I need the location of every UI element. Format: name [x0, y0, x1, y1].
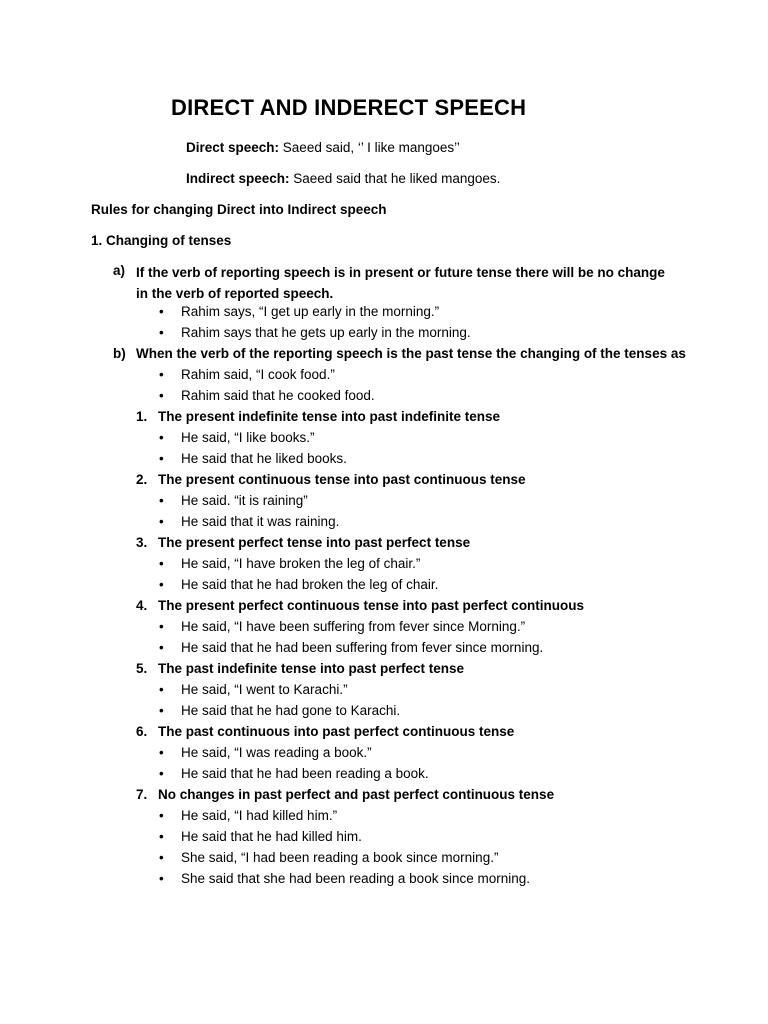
bullet-icon: • [159, 766, 164, 781]
bullet-icon: • [159, 325, 164, 340]
rule-heading: No changes in past perfect and past perfect continuous tense [158, 787, 555, 802]
rule-heading: The present perfect tense into past perfect tense [158, 535, 471, 550]
bullet-item: He said, “I like books.” [181, 430, 315, 445]
bullet-icon: • [159, 745, 164, 760]
bullet-item: Rahim says, “I get up early in the morning.” [181, 304, 440, 319]
bullet-icon: • [159, 577, 164, 592]
bullet-icon: • [159, 829, 164, 844]
bullet-icon: • [159, 451, 164, 466]
indirect-speech-text: Saeed said that he liked mangoes. [289, 171, 501, 186]
bullet-icon: • [159, 304, 164, 319]
bullet-icon: • [159, 430, 164, 445]
rule-number: 1. [136, 409, 148, 424]
bullet-item: She said, “I had been reading a book since morning.” [181, 850, 499, 865]
direct-speech-example [186, 139, 460, 157]
item-b-text: When the verb of the reporting speech is the past tense the changing of the tenses as [136, 346, 686, 361]
direct-speech-label: Direct speech: [186, 140, 280, 155]
bullet-icon: • [159, 703, 164, 718]
rule-heading: The present continuous tense into past continuous tense [158, 472, 526, 487]
item-a-marker: a) [113, 263, 126, 278]
rule-number: 5. [136, 661, 148, 676]
bullet-item: Rahim said, “I cook food.” [181, 367, 335, 382]
page-title: DIRECT AND INDERECT SPEECH [171, 95, 527, 120]
bullet-item: He said, “I have been suffering from fever since Morning.” [181, 619, 526, 634]
bullet-icon: • [159, 682, 164, 697]
bullet-item: He said that he had been reading a book. [181, 766, 429, 781]
bullet-item: He said, “I was reading a book.” [181, 745, 372, 760]
bullet-icon: • [159, 556, 164, 571]
bullet-item: He said that it was raining. [181, 514, 340, 529]
bullet-item: He said, “I had killed him.” [181, 808, 338, 823]
bullet-item: He said, “I have broken the leg of chair.” [181, 556, 421, 571]
rule-heading: The past continuous into past perfect continuous tense [158, 724, 515, 739]
rule-heading: The present indefinite tense into past indefinite tense [158, 409, 501, 424]
bullet-icon: • [159, 514, 164, 529]
bullet-icon: • [159, 808, 164, 823]
rules-heading: Rules for changing Direct into Indirect speech [91, 202, 387, 217]
item-a-text: If the verb of reporting speech is in present or future tense there will be no change in the verb of reported speech. [136, 265, 665, 301]
bullet-icon: • [159, 640, 164, 655]
bullet-item: She said that she had been reading a book since morning. [181, 871, 530, 886]
rule-number: 3. [136, 535, 148, 550]
bullet-item: He said that he had been suffering from fever since morning. [181, 640, 544, 655]
bullet-item: He said that he liked books. [181, 451, 347, 466]
bullet-item: He said that he had gone to Karachi. [181, 703, 401, 718]
indirect-speech-label: Indirect speech: [186, 171, 290, 186]
bullet-icon: • [159, 493, 164, 508]
bullet-item: Rahim says that he gets up early in the morning. [181, 325, 471, 340]
bullet-icon: • [159, 388, 164, 403]
bullet-item: He said that he had killed him. [181, 829, 362, 844]
indirect-speech-example [186, 170, 500, 188]
rule-heading: The present perfect continuous tense into past perfect continuous [158, 598, 585, 613]
bullet-icon: • [159, 367, 164, 382]
bullet-item: He said, “I went to Karachi.” [181, 682, 348, 697]
item-b-marker: b) [113, 346, 126, 361]
rule-number: 2. [136, 472, 148, 487]
bullet-icon: • [159, 871, 164, 886]
bullet-icon: • [159, 619, 164, 634]
rule-number: 7. [136, 787, 148, 802]
rule-number: 6. [136, 724, 148, 739]
bullet-item: He said. “it is raining” [181, 493, 308, 508]
rule-heading: The past indefinite tense into past perfect tense [158, 661, 465, 676]
direct-speech-text: Saeed said, ‘’ I like mangoes’’ [279, 140, 460, 155]
bullet-icon: • [159, 850, 164, 865]
bullet-item: He said that he had broken the leg of chair. [181, 577, 439, 592]
bullet-item: Rahim said that he cooked food. [181, 388, 375, 403]
rule-number: 4. [136, 598, 148, 613]
section-heading: 1. Changing of tenses [91, 233, 232, 248]
